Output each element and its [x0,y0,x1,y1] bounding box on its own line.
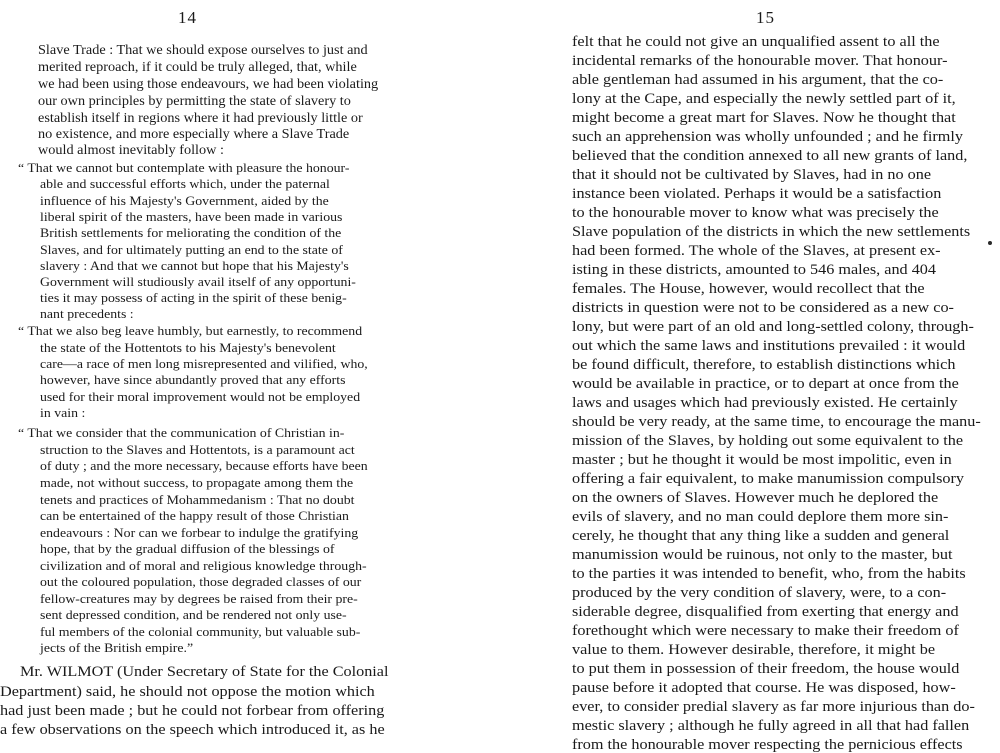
right-page [560,0,1000,753]
text-line: in vain : [40,406,86,420]
text-line: hope, that by the gradual diffusion of the blessings of [40,542,335,556]
text-line: Government will studiously avail itself of any opportuni- [40,275,356,289]
text-line: females. The House, however, would recollect that the [572,281,925,297]
page-number-left: 14 [178,8,197,27]
text-line: mission of the Slaves, by holding out some equivalent to the [572,433,964,449]
text-line: Slave population of the districts in which the new settlements [572,224,971,240]
text-line: made, not without success, to propagate among them the [40,476,354,490]
text-line: Mr. WILMOT (Under Secretary of State for the Colonial [20,664,389,680]
text-line: civilization and of moral and religious knowledge through- [40,559,367,573]
left-page [0,0,400,741]
text-line: establish itself in regions where it had previously little or [38,110,363,125]
page-number-right: 15 [756,8,775,27]
text-line: felt that he could not give an unqualified assent to all the [572,34,940,50]
text-line: would almost inevitably follow : [38,142,224,157]
text-line: endeavours : Nor can we forbear to indulge the gratifying [40,526,359,540]
text-line: “ That we consider that the communication of Christian in- [18,426,345,440]
text-line: to put them in possession of their freedom, the house would [572,661,960,677]
text-line: able gentleman had assumed in his argument, that the co- [572,72,944,88]
text-line: Slaves, and for ultimately putting an end to the state of [40,243,343,257]
text-line: sent depressed condition, and be rendered not only use- [40,608,347,622]
text-line: incidental remarks of the honourable mover. That honour- [572,53,948,69]
text-line: master ; but he thought it would be most impolitic, even in [572,452,952,468]
text-line: care—a race of men long misrepresented and vilified, who, [40,357,368,371]
text-line: isting in these districts, amounted to 546 males, and 404 [572,262,937,278]
text-line: Slave Trade : That we should expose ourselves to just and [38,42,368,57]
text-line: influence of his Majesty's Government, aided by the [40,194,329,208]
text-line: used for their moral improvement would not be employed [40,390,361,404]
text-line: be found difficult, therefore, to establish distinctions which [572,357,956,373]
text-line: able and successful efforts which, under the paternal [40,177,330,191]
text-line: we had been using those endeavours, we had been violating [38,76,379,91]
text-line: out the coloured population, those degraded classes of our [40,575,362,589]
text-line: of duty ; and the more necessary, because efforts have been [40,459,368,473]
text-line: on the owners of Slaves. However much he deplored the [572,490,939,506]
text-line: no existence, and more especially where a Slave Trade [38,126,350,141]
text-line: can be entertained of the happy result of those Christian [40,509,349,523]
text-line: should be very ready, at the same time, to encourage the manu- [572,414,981,430]
text-line: instance been violated. Perhaps it would be a satisfaction [572,186,942,202]
text-line: merited reproach, if it could be truly alleged, that, while [38,59,357,74]
text-line: “ That we also beg leave humbly, but earnestly, to recommend [18,324,363,338]
text-line: our own principles by permitting the state of slavery to [38,93,351,108]
text-line: a few observations on the speech which introduced it, as he [0,722,385,738]
text-line: ties it may possess of acting in the spirit of these benig- [40,291,347,305]
text-line: ever, to consider predial slavery as far more injurious than do- [572,699,975,715]
text-line: “ That we cannot but contemplate with pleasure the honour- [18,161,350,175]
text-line: laws and usages which had previously existed. He certainly [572,395,958,411]
text-line: lony, but were part of an old and long-settled colony, through- [572,319,974,335]
text-line: value to them. However desirable, therefore, it might be [572,642,936,658]
text-line: cerely, he thought that any thing like a sudden and general [572,528,950,544]
ink-speck [988,241,992,245]
text-line: believed that the condition annexed to all new grants of land, [572,148,968,164]
text-line: offering a fair equivalent, to make manumission compulsory [572,471,965,487]
text-line: to the parties it was intended to benefit, who, from the habits [572,566,966,582]
text-line: to the honourable mover to know what was precisely the [572,205,939,221]
text-line: jects of the British empire.” [40,641,194,655]
text-line: such an apprehension was wholly unfounded ; and he firmly [572,129,963,145]
text-line: produced by the very condition of slavery, were, to a con- [572,585,947,601]
text-line: ful members of the colonial community, but valuable sub- [40,625,361,639]
text-line: slavery : And that we cannot but hope that his Majesty's [40,259,349,273]
text-line: forethought which were necessary to make their freedom of [572,623,959,639]
text-line: struction to the Slaves and Hottentots, is a paramount act [40,443,355,457]
text-line: districts in question were not to be considered as a new co- [572,300,954,316]
text-line: pause before it adopted that course. He was disposed, how- [572,680,956,696]
text-line: manumission would be ruinous, not only to the master, but [572,547,953,563]
text-line: fellow-creatures may by degrees be raised from their pre- [40,592,358,606]
text-line: Department) said, he should not oppose the motion which [0,684,375,700]
text-line: from the honourable mover respecting the pernicious effects [572,737,963,753]
text-line: lony at the Cape, and especially the newly settled part of it, [572,91,956,107]
text-line: mestic slavery ; although he fully agreed in all that had fallen [572,718,970,734]
text-line: siderable degree, disqualified from exerting that energy and [572,604,959,620]
text-line: had been formed. The whole of the Slaves, at present ex- [572,243,941,259]
text-line: liberal spirit of the masters, have been made in various [40,210,343,224]
text-line: tenets and practices of Mohammedanism : That no doubt [40,493,355,507]
text-line: that it should not be cultivated by Slaves, had in no one [572,167,932,183]
text-line: out which the same laws and institutions prevailed : it would [572,338,966,354]
text-line: had just been made ; but he could not forbear from offering [0,703,385,719]
text-line: however, have since abundantly proved that any efforts [40,373,346,387]
text-line: British settlements for meliorating the condition of the [40,226,342,240]
text-line: evils of slavery, and no man could deplore them more sin- [572,509,949,525]
text-line: would be available in practice, or to depart at once from the [572,376,959,392]
text-line: nant precedents : [40,307,134,321]
text-line: the state of the Hottentots to his Majesty's benevolent [40,341,336,355]
text-line: might become a great mart for Slaves. Now he thought that [572,110,956,126]
